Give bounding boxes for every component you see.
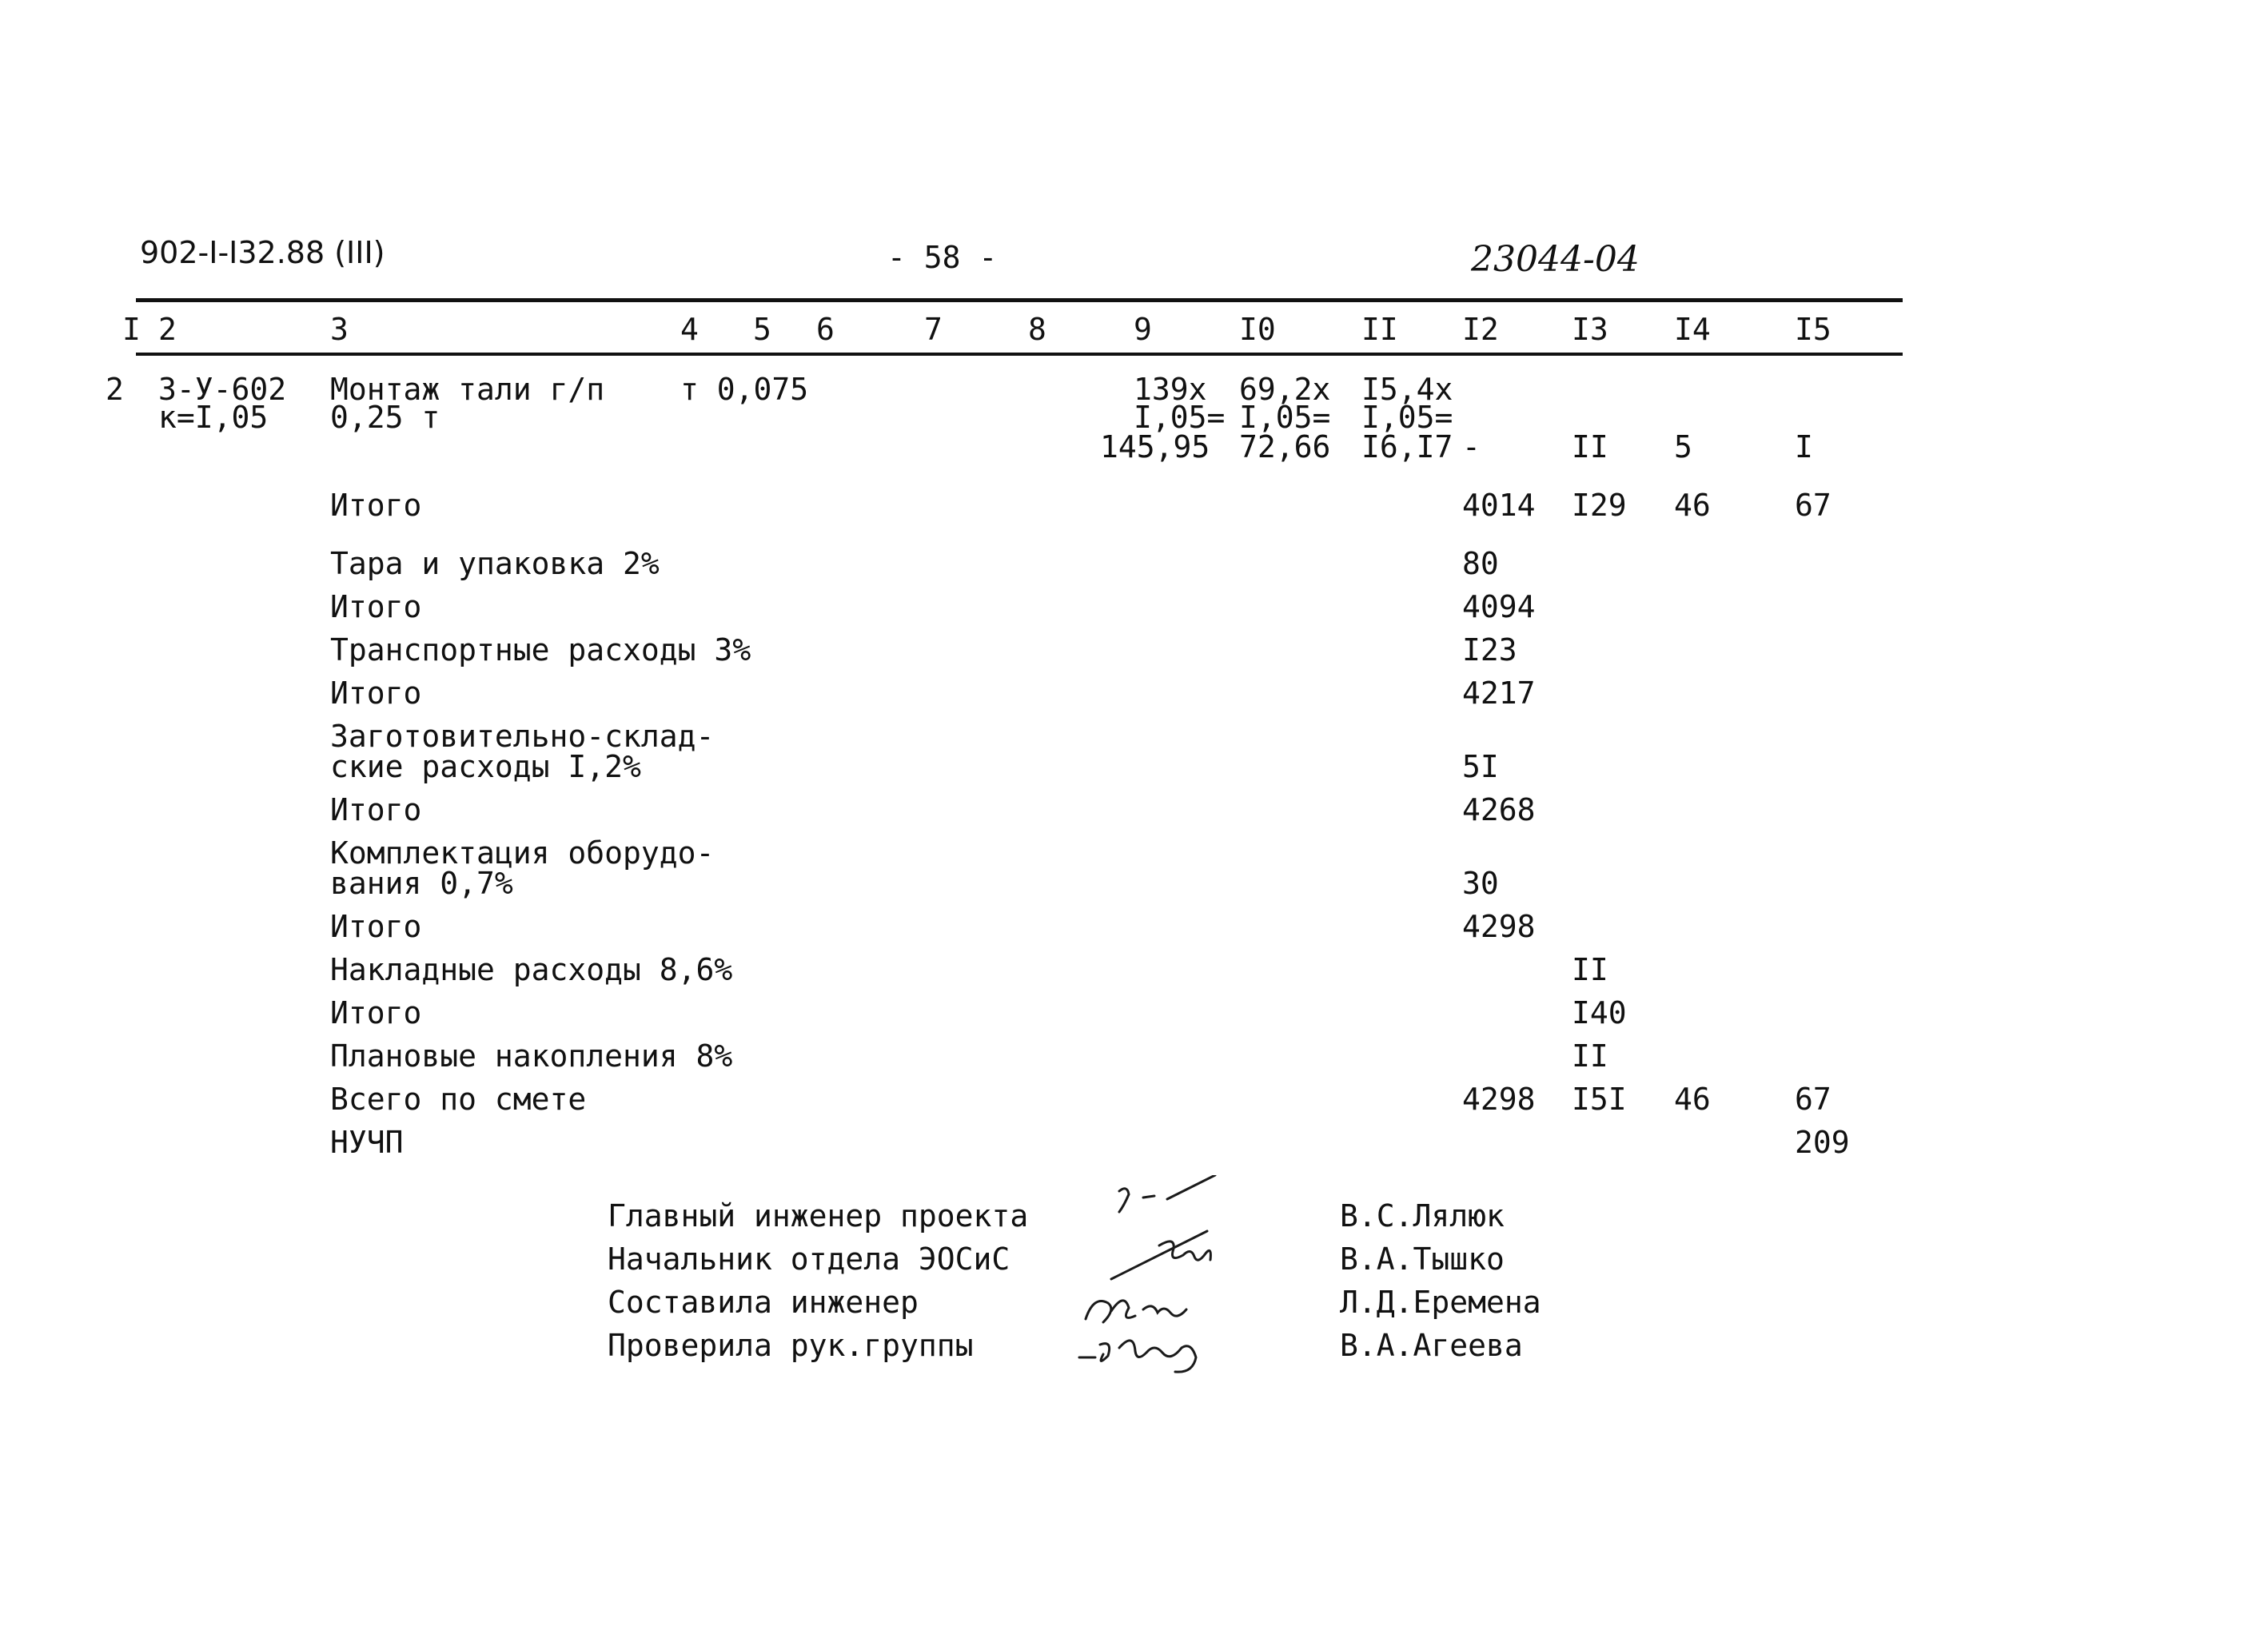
summary-col12: 4094 — [1462, 589, 1536, 624]
summary-col14: 46 — [1674, 1082, 1711, 1117]
signature-role: Составила инженер — [608, 1285, 919, 1320]
summary-label: Итого — [330, 488, 422, 523]
col-header: I4 — [1674, 312, 1711, 347]
item-col10: 69,2x — [1239, 372, 1331, 407]
col-header: I5 — [1795, 312, 1832, 347]
signature-name: В.А.Агеева — [1340, 1328, 1523, 1363]
item-col10: I,05= — [1239, 400, 1331, 435]
item-col9: I,05= — [1134, 400, 1226, 435]
summary-col15: 67 — [1795, 488, 1832, 523]
summary-col14: 46 — [1674, 488, 1711, 523]
col-header: 2 — [158, 312, 177, 347]
item-col15: I — [1795, 429, 1813, 464]
item-code: 3-У-602 — [158, 372, 287, 407]
summary-label: вания 0,7% — [330, 866, 513, 901]
col-header: 5 — [753, 312, 771, 347]
summary-col12: 30 — [1462, 866, 1499, 901]
item-col11: I,05= — [1361, 400, 1453, 435]
item-col10: 72,66 — [1239, 429, 1331, 464]
summary-label: ские расходы I,2% — [330, 749, 641, 784]
inventory-number: 23044-04 — [1471, 239, 1640, 280]
summary-label: Накладные расходы 8,6% — [330, 952, 733, 987]
summary-col13: II — [1572, 1038, 1608, 1074]
summary-col13: I5I — [1572, 1082, 1627, 1117]
item-col11: I6,I7 — [1361, 429, 1453, 464]
signature-name: В.А.Тышко — [1340, 1241, 1505, 1277]
summary-label: Итого — [330, 995, 422, 1030]
summary-label: Тара и упаковка 2% — [330, 546, 660, 581]
item-name: 0,25 т — [330, 400, 440, 435]
col-header: I2 — [1462, 312, 1499, 347]
item-col13: II — [1572, 429, 1608, 464]
signature-name: Л.Д.Еремена — [1340, 1285, 1541, 1320]
summary-label: Итого — [330, 792, 422, 827]
summary-label: Заготовительно-склад- — [330, 719, 715, 754]
summary-col12: 4217 — [1462, 676, 1536, 711]
summary-col12: 4014 — [1462, 488, 1536, 523]
signature-role: Проверила рук.группы — [608, 1328, 974, 1363]
summary-col15: 67 — [1795, 1082, 1832, 1117]
col-header: 3 — [330, 312, 349, 347]
col-header: I — [122, 312, 141, 347]
summary-label: Комплектация оборудо- — [330, 835, 715, 871]
summary-col13: II — [1572, 952, 1608, 987]
summary-col15: 209 — [1795, 1125, 1850, 1160]
item-col11: I5,4x — [1361, 372, 1453, 407]
item-name: Монтаж тали г/п — [330, 372, 605, 407]
col-header: 6 — [816, 312, 835, 347]
item-col9: 145,95 — [1100, 429, 1210, 464]
summary-label: Итого — [330, 909, 422, 944]
col-header: I0 — [1239, 312, 1276, 347]
page-number: - 58 - — [887, 240, 998, 275]
summary-label: НУЧП — [330, 1125, 404, 1160]
item-col9: 139x — [1134, 372, 1207, 407]
summary-col12: 5I — [1462, 749, 1499, 784]
summary-col12: 80 — [1462, 546, 1499, 581]
summary-col12: 4268 — [1462, 792, 1536, 827]
summary-col13: I40 — [1572, 995, 1627, 1030]
document-code: 902-I-I32.88 (III) — [140, 235, 385, 270]
col-header: 9 — [1134, 312, 1152, 347]
summary-label: Плановые накопления 8% — [330, 1038, 733, 1074]
item-coefficient: к=I,05 — [158, 400, 269, 435]
header-top-rule — [136, 298, 1903, 302]
col-header: II — [1361, 312, 1398, 347]
summary-col12: 4298 — [1462, 909, 1536, 944]
summary-label: Всего по смете — [330, 1082, 587, 1117]
item-col14: 5 — [1674, 429, 1692, 464]
item-col12: - — [1462, 429, 1481, 464]
col-header: 8 — [1028, 312, 1046, 347]
item-unit-qty: т 0,075 — [680, 372, 809, 407]
summary-col13: I29 — [1572, 488, 1627, 523]
handwritten-signatures — [1071, 1175, 1311, 1383]
col-header: 4 — [680, 312, 699, 347]
signature-role: Главный инженер проекта — [608, 1198, 1029, 1234]
summary-label: Итого — [330, 589, 422, 624]
col-header: 7 — [924, 312, 943, 347]
summary-col12: 4298 — [1462, 1082, 1536, 1117]
summary-col12: I23 — [1462, 632, 1517, 668]
header-bottom-rule — [136, 353, 1903, 356]
col-header: I3 — [1572, 312, 1608, 347]
signature-role: Начальник отдела ЭОСиС — [608, 1241, 1010, 1277]
summary-label: Итого — [330, 676, 422, 711]
item-number: 2 — [106, 372, 124, 407]
signature-name: В.С.Лялюк — [1340, 1198, 1505, 1234]
summary-label: Транспортные расходы 3% — [330, 632, 751, 668]
